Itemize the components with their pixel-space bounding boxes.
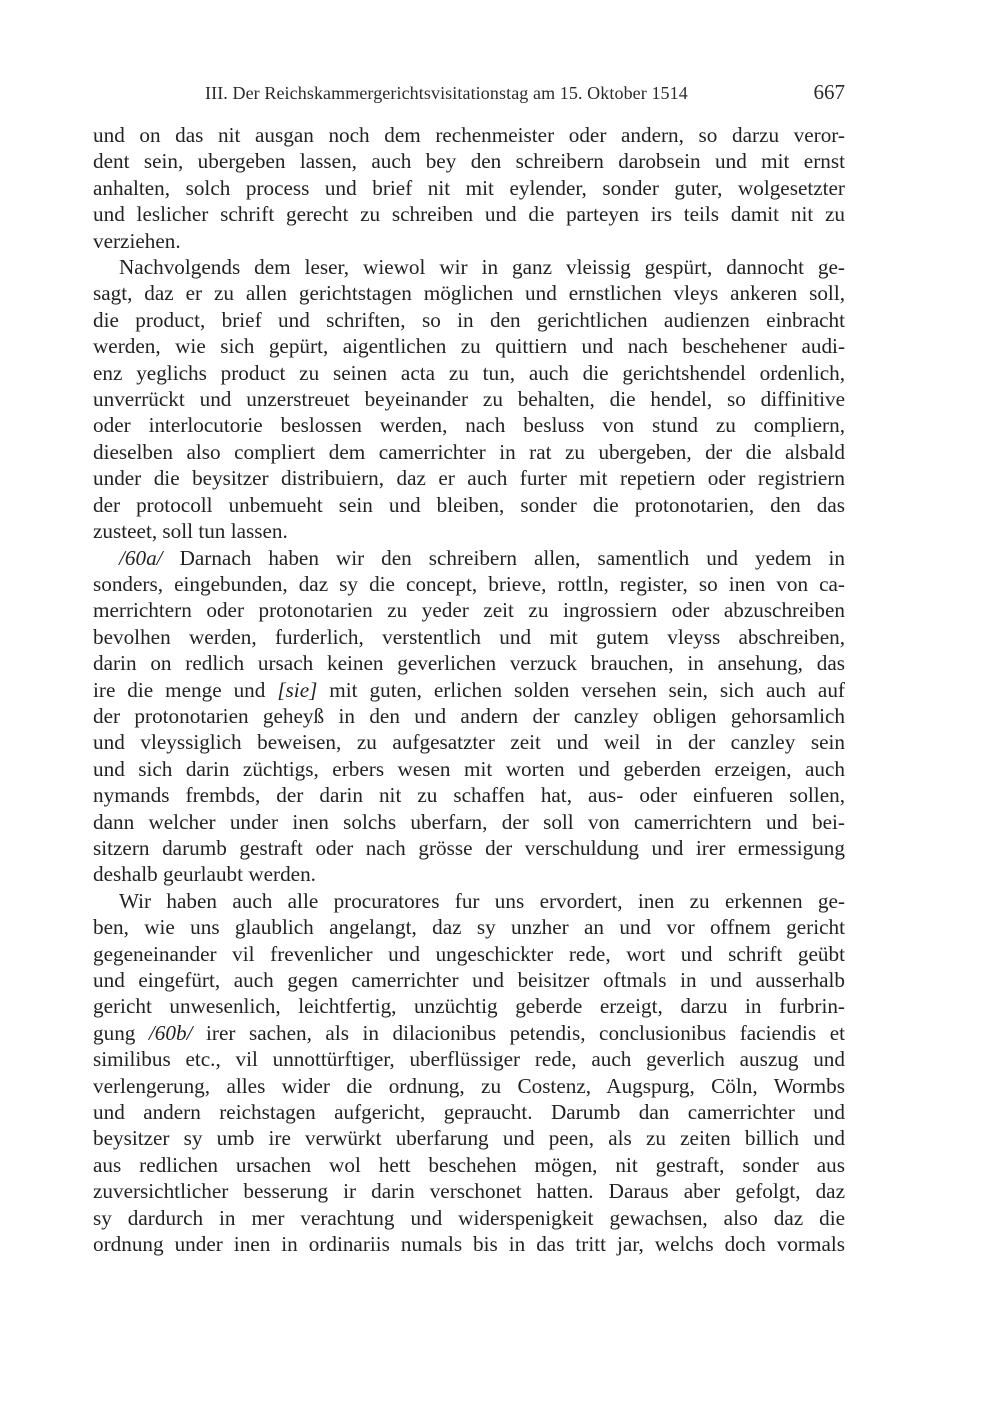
paragraph-1 — [93, 122, 845, 254]
body-text — [93, 122, 845, 1257]
text-line: ordnung under inen in ordinariis numals bis in das tritt jar, welchs doch vormals — [93, 1232, 845, 1257]
text-line: oder interlocutorie beslossen werden, nach besluss von stund zu compliern, — [93, 413, 845, 438]
text-line: werden, wie sich gepürt, aigentlichen zu quittiern und nach beschehener audi- — [93, 334, 845, 359]
text-line: und leslicher schrift gerecht zu schreiben und die parteyen irs teils damit nit zu — [93, 202, 845, 227]
running-title: III. Der Reichskammergerichtsvisitationstag am 15. Oktober 1514 — [205, 83, 688, 103]
text-segment: ire die menge und — [93, 677, 278, 702]
text-line: und on das nit ausgan noch dem rechenmeister oder andern, so darzu veror- — [93, 123, 845, 147]
paragraph-4 — [93, 888, 845, 1258]
text-line — [93, 677, 845, 703]
page-number: 667 — [813, 80, 845, 104]
text-line: und vleyssiglich beweisen, zu aufgesatzter zeit und weil in der canzley sein — [93, 730, 845, 755]
text-line: darin on redlich ursach keinen geverlichen verzuck brauchen, in ansehung, das — [93, 651, 845, 676]
text-line: gericht unwesenlich, leichtfertig, unzüchtig geberde erzeigt, darzu in furbrin- — [93, 994, 845, 1019]
text-segment: mit guten, erlichen solden versehen sein, sich auch auf — [317, 677, 845, 702]
text-line: nymands frembds, der darin nit zu schaffen hat, aus- oder einfueren sollen, — [93, 783, 845, 808]
text-line: der protocoll unbemueht sein und bleiben, sonder die protonotarien, den das — [93, 492, 845, 517]
text-line — [93, 1020, 845, 1046]
text-line: dieselben also compliert dem camerrichter in rat zu ubergeben, der die alsbald — [93, 439, 845, 464]
text-line: dann welcher under inen solchs uberfarn, der soll von camerrichtern und bei- — [93, 809, 845, 834]
text-line: gegeneinander vil frevenlicher und ungeschickter rede, wort und schrift geübt — [93, 941, 845, 966]
text-line: sy dardurch in mer verachtung und widerspenigkeit gewachsen, also daz die — [93, 1205, 845, 1230]
text-line: aus redlichen ursachen wol hett beschehen mögen, nit gestraft, sonder aus — [93, 1152, 845, 1177]
text-line: verziehen. — [93, 228, 181, 253]
text-line: zusteet, soll tun lassen. — [93, 519, 288, 544]
text-line: under die beysitzer distribuiern, daz er auch furter mit repetiern oder registriern — [93, 466, 845, 491]
text-line: der protonotarien geheyß in den und andern der canzley obligen gehorsamlich — [93, 703, 845, 728]
paragraph-2 — [93, 254, 845, 544]
text-segment: Darnach haben wir den schreibern allen, samentlich und yedem in — [162, 545, 845, 570]
text-line: bevolhen werden, furderlich, verstentlich und mit gutem vleyss abschreiben, — [93, 624, 845, 649]
text-line: und eingefürt, auch gegen camerrichter und beisitzer oftmals in und ausserhalb — [93, 968, 845, 992]
text-line: die product, brief und schriften, so in den gerichtlichen audienzen einbracht — [93, 307, 845, 332]
text-line: Wir haben auch alle procuratores fur uns ervordert, inen zu erkennen ge- — [119, 888, 845, 913]
text-line: beysitzer sy umb ire verwürkt uberfarung und peen, als zu zeiten billich und — [93, 1126, 845, 1151]
text-segment: gung — [93, 1020, 149, 1045]
text-line: merrichtern oder protonotarien zu yeder zeit zu ingrossiern oder abzuschreiben — [93, 598, 845, 623]
text-line: sitzern darumb gestraft oder nach grösse der verschuldung und irer ermessigung — [93, 835, 845, 860]
editorial-marker: [sie] — [277, 677, 318, 702]
text-line: anhalten, solch process und brief nit mit eylender, sonder guter, wolgesetzter — [93, 175, 845, 200]
text-line: sagt, daz er zu allen gerichtstagen möglichen und ernstlichen vleys ankeren soll, — [93, 281, 845, 306]
running-header — [205, 80, 845, 110]
text-line: ben, wie uns glaublich angelangt, daz sy unzher an und vor offnem gericht — [93, 915, 845, 940]
text-line: dent sein, ubergeben lassen, auch bey den schreibern darobsein und mit ernst — [93, 149, 845, 174]
text-line: zuversichtlicher besserung ir darin verschonet hatten. Daraus aber gefolgt, daz — [93, 1179, 845, 1204]
folio-marker: /60a/ — [119, 545, 163, 570]
text-line: Nachvolgends dem leser, wiewol wir in ganz vleissig gespürt, dannocht ge- — [119, 255, 845, 280]
folio-marker: /60b/ — [148, 1020, 193, 1045]
text-line — [93, 545, 845, 571]
text-line: und sich darin züchtigs, erbers wesen mit worten und geberden erzeigen, auch — [93, 756, 845, 781]
text-line: deshalb geurlaubt werden. — [93, 862, 316, 887]
text-line: sonders, eingebunden, daz sy die concept, brieve, rottln, register, so inen von ca- — [93, 571, 845, 596]
text-line: und andern reichstagen aufgericht, gepraucht. Darumb dan camerrichter und — [93, 1100, 845, 1125]
text-line: similibus etc., vil unnottürftiger, uberflüssiger rede, auch geverlich auszug und — [93, 1047, 845, 1072]
paragraph-3 — [93, 545, 845, 888]
text-line: verlengerung, alles wider die ordnung, zu Costenz, Augspurg, Cöln, Wormbs — [93, 1073, 845, 1098]
text-segment: irer sachen, als in dilacionibus petendis, conclusionibus faciendis et — [192, 1020, 846, 1045]
text-line: enz yeglichs product zu seinen acta zu tun, auch die gerichtshendel ordenlich, — [93, 360, 845, 385]
text-line: unverrückt und unzerstreuet beyeinander zu behalten, die hendel, so diffinitive — [93, 387, 845, 412]
